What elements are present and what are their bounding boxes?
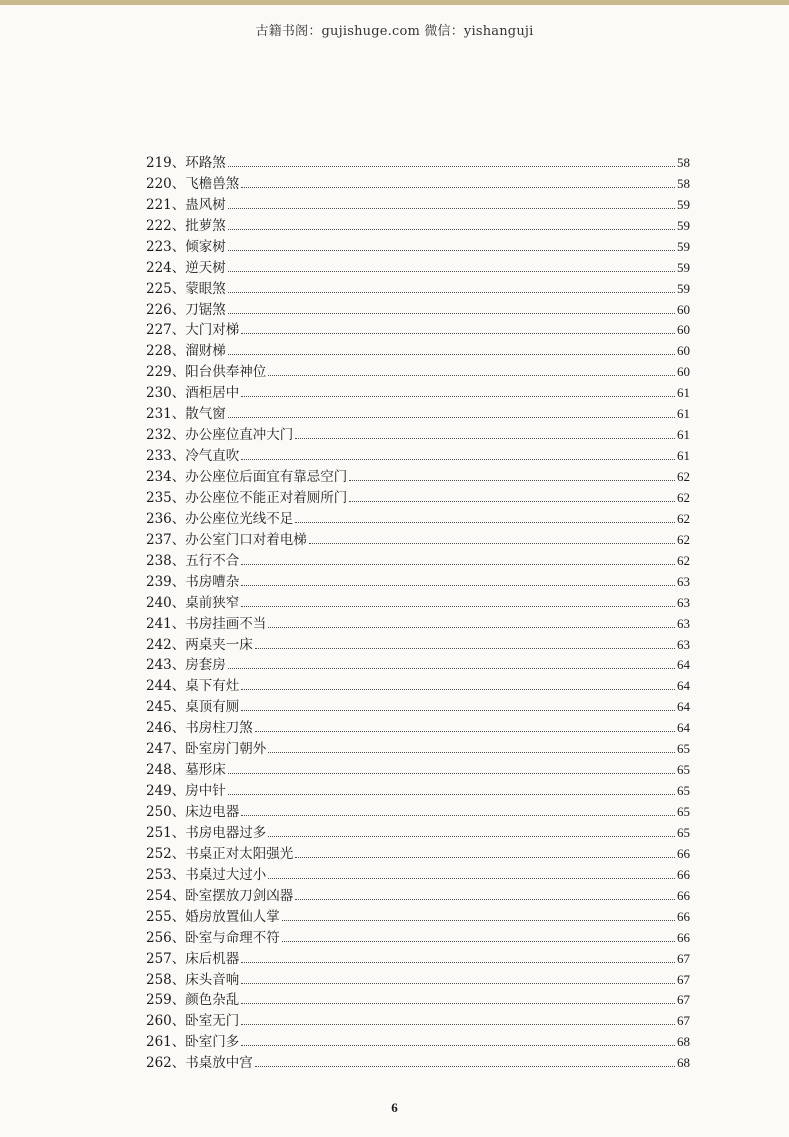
toc-entry[interactable] [146, 171, 690, 192]
toc-dot-leader [241, 1045, 675, 1046]
toc-entry[interactable] [146, 904, 690, 925]
toc-entry-title: 桌下有灶 [185, 678, 240, 695]
toc-dot-leader [295, 857, 675, 858]
toc-dot-leader [295, 522, 675, 523]
toc-entry-number: 220、 [146, 175, 186, 192]
toc-entry-title: 书房电器过多 [185, 824, 267, 841]
toc-entry[interactable] [146, 694, 690, 715]
toc-entry[interactable] [146, 799, 690, 820]
toc-entry-title: 婚房放置仙人掌 [185, 908, 280, 925]
toc-entry-title: 酒柜居中 [185, 385, 240, 402]
toc-entry[interactable] [146, 255, 690, 276]
toc-entry-number: 223、 [146, 238, 186, 255]
toc-entry-title: 飞檐兽煞 [185, 175, 240, 192]
toc-entry-title: 书房嘈杂 [185, 573, 240, 590]
page-number: 6 [391, 1100, 398, 1115]
toc-entry-number: 234、 [146, 469, 186, 485]
toc-dot-leader [241, 459, 675, 460]
toc-entry[interactable] [146, 527, 690, 548]
toc-entry-number: 221、 [146, 196, 186, 213]
toc-entry-number: 239、 [146, 573, 186, 590]
toc-entry-number: 247、 [146, 741, 186, 758]
toc-entry-page: 59 [677, 196, 690, 212]
toc-entry-number: 251、 [146, 824, 186, 841]
toc-entry-title: 房中针 [185, 783, 226, 800]
toc-entry-title: 卧室摆放刀剑凶器 [185, 887, 294, 904]
toc-entry-title: 刀锯煞 [185, 301, 226, 318]
toc-entry-number: 235、 [146, 489, 186, 506]
toc-entry[interactable] [146, 443, 690, 464]
site-header: 古籍书阁：gujishuge.com 微信：yishanguji [255, 24, 534, 39]
toc-dot-leader [255, 648, 675, 649]
toc-dot-leader [241, 962, 675, 963]
toc-dot-leader [228, 271, 675, 272]
toc-entry[interactable] [146, 988, 690, 1009]
toc-entry[interactable] [146, 150, 690, 171]
toc-dot-leader [349, 480, 675, 481]
toc-entry-title: 卧室门多 [185, 1034, 240, 1051]
toc-entry-number: 245、 [146, 699, 186, 716]
toc-entry-title: 环路煞 [185, 154, 226, 171]
toc-entry[interactable] [146, 234, 690, 255]
toc-entry-number: 243、 [146, 657, 186, 674]
toc-entry-title: 两桌夹一床 [185, 636, 253, 653]
toc-entry-page: 66 [677, 866, 690, 882]
toc-entry-page: 58 [677, 154, 690, 170]
toc-dot-leader [241, 1024, 675, 1025]
toc-entry-number: 249、 [146, 783, 186, 800]
toc-entry-page: 63 [677, 594, 690, 610]
toc-entry-page: 65 [677, 804, 690, 819]
toc-entry-number: 242、 [146, 636, 186, 653]
toc-entry-title: 办公座位直冲大门 [185, 427, 294, 444]
toc-entry-number: 241、 [146, 615, 186, 632]
toc-entry[interactable] [146, 1050, 690, 1071]
toc-entry-title: 书房柱刀煞 [185, 720, 253, 737]
toc-entry[interactable] [146, 548, 690, 569]
toc-entry-page: 64 [677, 657, 690, 673]
toc-entry-title: 散气窗 [185, 406, 226, 423]
toc-entry-page: 61 [677, 406, 690, 422]
toc-entry-page: 59 [677, 217, 690, 233]
toc-entry-number: 238、 [146, 552, 186, 569]
toc-entry-page: 66 [677, 929, 690, 945]
toc-entry[interactable] [146, 736, 690, 757]
toc-entry-page: 66 [677, 845, 690, 861]
toc-entry-page: 59 [677, 238, 690, 254]
toc-entry-number: 227、 [146, 322, 186, 339]
toc-entry-page: 58 [677, 175, 690, 191]
toc-entry-page: 65 [677, 824, 690, 840]
toc-entry-title: 办公座位后面宜有靠忌空门 [185, 469, 348, 485]
toc-entry-page: 66 [677, 887, 690, 903]
toc-entry-page: 68 [677, 1055, 690, 1071]
toc-entry-number: 248、 [146, 762, 186, 779]
toc-entry[interactable] [146, 820, 690, 841]
toc-entry[interactable] [146, 883, 690, 904]
toc-dot-leader [268, 375, 675, 376]
toc-entry-number: 256、 [146, 929, 186, 946]
toc-entry[interactable] [146, 485, 690, 506]
toc-entry-number: 259、 [146, 992, 186, 1009]
toc-entry-title: 卧室无门 [185, 1013, 240, 1030]
toc-entry[interactable] [146, 967, 690, 988]
toc-entry[interactable] [146, 192, 690, 213]
toc-entry-number: 261、 [146, 1034, 186, 1051]
toc-entry[interactable] [146, 778, 690, 799]
toc-dot-leader [241, 564, 675, 565]
toc-dot-leader [228, 292, 675, 293]
toc-dot-leader [268, 836, 675, 837]
toc-entry-title: 冷气直吹 [185, 448, 240, 465]
toc-entry-page: 66 [677, 908, 690, 924]
toc-dot-leader [241, 1003, 675, 1004]
toc-entry-number: 219、 [146, 154, 186, 171]
toc-entry[interactable] [146, 715, 690, 736]
toc-entry-number: 236、 [146, 510, 186, 527]
toc-dot-leader [255, 1066, 675, 1067]
toc-entry-page: 68 [677, 1034, 690, 1050]
toc-entry-title: 床头音响 [185, 971, 240, 988]
toc-entry-number: 253、 [146, 866, 186, 883]
toc-entry[interactable] [146, 1008, 690, 1029]
toc-entry[interactable] [146, 380, 690, 401]
toc-entry[interactable] [146, 673, 690, 694]
toc-entry-number: 222、 [146, 217, 186, 234]
toc-entry-page: 60 [677, 364, 690, 380]
toc-entry-title: 办公座位光线不足 [185, 510, 294, 527]
toc-entry[interactable] [146, 464, 690, 485]
toc-entry[interactable] [146, 862, 690, 883]
toc-entry-page: 62 [677, 531, 690, 547]
toc-entry-page: 62 [677, 469, 690, 484]
toc-dot-leader [241, 333, 675, 334]
toc-entry-title: 阳台供奉神位 [185, 364, 267, 381]
toc-entry-title: 房套房 [185, 657, 226, 674]
toc-entry[interactable] [146, 1029, 690, 1050]
toc-entry-page: 60 [677, 322, 690, 338]
toc-entry[interactable] [146, 757, 690, 778]
toc-dot-leader [241, 689, 675, 690]
toc-dot-leader [349, 501, 675, 502]
toc-entry-title: 桌前狭窄 [185, 594, 240, 611]
toc-entry[interactable] [146, 213, 690, 234]
toc-dot-leader [228, 250, 675, 251]
toc-dot-leader [228, 668, 675, 669]
toc-entry-title: 办公室门口对着电梯 [185, 531, 307, 548]
toc-entry-page: 62 [677, 552, 690, 568]
toc-entry-title: 溜财梯 [185, 343, 226, 360]
toc-entry-title: 卧室房门朝外 [185, 741, 267, 758]
toc-entry-title: 书桌放中宫 [185, 1055, 253, 1072]
toc-dot-leader [241, 585, 675, 586]
toc-entry-number: 228、 [146, 343, 186, 360]
toc-entry-title: 蒙眼煞 [185, 280, 226, 297]
toc-entry-page: 64 [677, 699, 690, 715]
toc-entry-number: 230、 [146, 385, 186, 402]
toc-entry[interactable] [146, 422, 690, 443]
toc-dot-leader [295, 438, 675, 439]
toc-entry[interactable] [146, 653, 690, 674]
toc-entry-title: 卧室与命理不符 [185, 929, 280, 946]
toc-entry[interactable] [146, 590, 690, 611]
toc-entry-page: 61 [677, 448, 690, 464]
toc-entry-page: 59 [677, 259, 690, 275]
toc-entry-title: 大门对梯 [185, 322, 240, 339]
toc-entry[interactable] [146, 276, 690, 297]
toc-entry[interactable] [146, 841, 690, 862]
toc-entry-page: 65 [677, 783, 690, 799]
toc-entry-number: 254、 [146, 887, 186, 904]
toc-entry-title: 床边电器 [185, 804, 240, 820]
toc-entry-number: 225、 [146, 280, 186, 297]
toc-entry-number: 229、 [146, 364, 186, 381]
toc-dot-leader [268, 752, 675, 753]
toc-dot-leader [241, 815, 675, 816]
toc-dot-leader [228, 313, 675, 314]
toc-entry[interactable] [146, 401, 690, 422]
toc-entry-number: 260、 [146, 1013, 186, 1030]
toc-entry[interactable] [146, 297, 690, 318]
toc-dot-leader [295, 899, 675, 900]
toc-entry-number: 233、 [146, 448, 186, 465]
toc-dot-leader [228, 354, 675, 355]
toc-entry-page: 65 [677, 762, 690, 778]
toc-entry-title: 书桌正对太阳强光 [185, 845, 294, 862]
toc-dot-leader [282, 941, 675, 942]
toc-entry[interactable] [146, 338, 690, 359]
toc-entry-title: 书桌过大过小 [185, 866, 267, 883]
toc-entry-page: 62 [677, 510, 690, 526]
toc-dot-leader [268, 627, 675, 628]
top-border [0, 0, 789, 5]
toc-entry-title: 批萝煞 [185, 217, 226, 234]
toc-dot-leader [241, 983, 675, 984]
toc-entry-title: 颜色杂乱 [185, 992, 240, 1009]
toc-entry-number: 231、 [146, 406, 186, 423]
toc-entry-title: 逆天树 [185, 259, 226, 276]
toc-dot-leader [241, 710, 675, 711]
toc-entry-title: 墓形床 [185, 762, 226, 779]
toc-entry[interactable] [146, 318, 690, 339]
toc-entry-page: 64 [677, 720, 690, 736]
toc-entry-page: 61 [677, 427, 690, 443]
toc-entry-page: 59 [677, 280, 690, 296]
toc-entry-page: 60 [677, 301, 690, 317]
toc-entry-number: 226、 [146, 301, 186, 318]
toc-entry-number: 255、 [146, 908, 186, 925]
toc-entry-number: 262、 [146, 1055, 186, 1072]
toc-dot-leader [282, 920, 675, 921]
toc-entry-number: 237、 [146, 531, 186, 548]
toc-dot-leader [228, 773, 675, 774]
toc-entry-title: 倾家树 [185, 238, 226, 255]
toc-entry-page: 62 [677, 489, 690, 505]
toc-dot-leader [228, 794, 675, 795]
toc-entry-number: 240、 [146, 594, 186, 611]
toc-entry-number: 250、 [146, 804, 186, 820]
toc-dot-leader [268, 878, 675, 879]
toc-dot-leader [241, 606, 675, 607]
toc-entry-number: 257、 [146, 950, 186, 967]
toc-dot-leader [228, 229, 675, 230]
toc-entry-page: 63 [677, 573, 690, 589]
toc-entry-page: 65 [677, 741, 690, 757]
toc-entry[interactable] [146, 611, 690, 632]
toc-entry-number: 246、 [146, 720, 186, 737]
toc-entry-page: 63 [677, 615, 690, 631]
toc-dot-leader [228, 417, 675, 418]
toc-entry-title: 蛊风树 [185, 196, 226, 213]
toc-entry[interactable] [146, 632, 690, 653]
toc-entry-page: 67 [677, 992, 690, 1008]
toc-dot-leader [309, 543, 675, 544]
toc-entry[interactable] [146, 925, 690, 946]
toc-entry-page: 67 [677, 950, 690, 966]
toc-entry-number: 252、 [146, 845, 186, 862]
toc-dot-leader [241, 396, 675, 397]
toc-entry-number: 232、 [146, 427, 186, 444]
toc-entry[interactable] [146, 359, 690, 380]
toc-entry-page: 64 [677, 678, 690, 694]
toc-entry-number: 244、 [146, 678, 186, 695]
table-of-contents [146, 150, 690, 1071]
toc-entry[interactable] [146, 569, 690, 590]
toc-entry-page: 60 [677, 343, 690, 359]
toc-entry-number: 224、 [146, 259, 186, 276]
toc-entry[interactable] [146, 946, 690, 967]
toc-entry-page: 67 [677, 1013, 690, 1029]
toc-dot-leader [241, 187, 675, 188]
toc-dot-leader [255, 731, 675, 732]
toc-entry-title: 书房挂画不当 [185, 615, 267, 632]
toc-entry[interactable] [146, 506, 690, 527]
toc-entry-title: 办公座位不能正对着厕所门 [185, 489, 348, 506]
toc-dot-leader [228, 208, 675, 209]
toc-entry-number: 258、 [146, 971, 186, 988]
toc-entry-title: 床后机器 [185, 950, 240, 967]
toc-entry-page: 67 [677, 971, 690, 987]
toc-entry-page: 61 [677, 385, 690, 401]
toc-dot-leader [228, 166, 675, 167]
toc-entry-title: 桌顶有厕 [185, 699, 240, 716]
toc-entry-title: 五行不合 [185, 552, 240, 569]
toc-entry-page: 63 [677, 636, 690, 652]
